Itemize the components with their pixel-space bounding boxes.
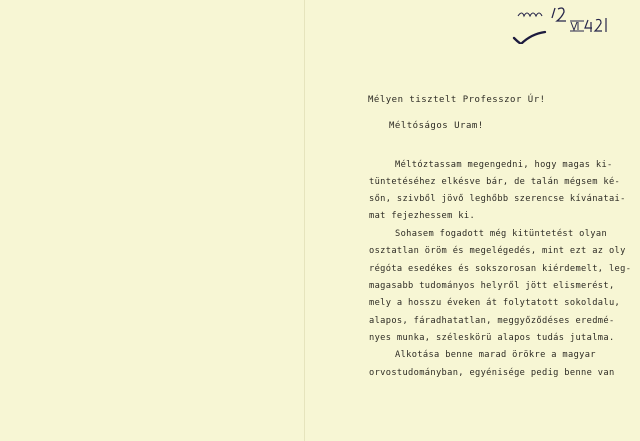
paragraph-2-line-1: Sohasem fogadott még kitüntetést olyan (395, 229, 608, 239)
handwritten-annotation (512, 4, 622, 44)
paragraph-1-line-1: Méltóztassam megengedni, hogy magas ki- (395, 160, 613, 170)
paragraph-2-line-7: nyes munka, széleskörü alapos tudás jutalma. (369, 333, 615, 343)
paragraph-1-line-3: sőn, szivből jövő leghőbb szerencse kívánatai- (369, 194, 626, 204)
annotation-421-stroke (585, 18, 606, 32)
honorific-line: Méltóságos Uram! (389, 121, 484, 131)
checkmark-icon (514, 32, 545, 44)
annotation-roman-stroke (570, 21, 584, 31)
paragraph-2-line-6: alapos, fáradhatatlan, meggyőződéses eredmé- (369, 316, 615, 326)
paragraph-1-line-4: mat fejezhessem ki. (369, 211, 476, 221)
paragraph-1-line-2: tüntetéséhez elkésve bár, de talán mégsem ké- (369, 177, 621, 187)
paragraph-3-line-2: orvostudományban, egyénisége pedig benne van (369, 368, 615, 378)
annotation-nov-stroke (518, 13, 542, 16)
salutation-line: Mélyen tisztelt Professzor Úr! (368, 95, 546, 105)
paragraph-2-line-2: osztatlan öröm és megelégedés, mint ezt az oly (369, 246, 626, 256)
page-fold-line (304, 0, 305, 441)
paragraph-2-line-4: magasabb tudományos helyről jött elismerést, (369, 281, 615, 291)
paragraph-2-line-5: mely a hosszu éveken át folytatott sokoldalu, (369, 298, 621, 308)
paragraph-2-line-3: régóta esedékes és sokszorosan kiérdemelt, leg- (369, 264, 632, 274)
paragraph-3-line-1: Alkotása benne marad örökre a magyar (395, 350, 596, 360)
annotation-12-stroke (552, 8, 566, 21)
